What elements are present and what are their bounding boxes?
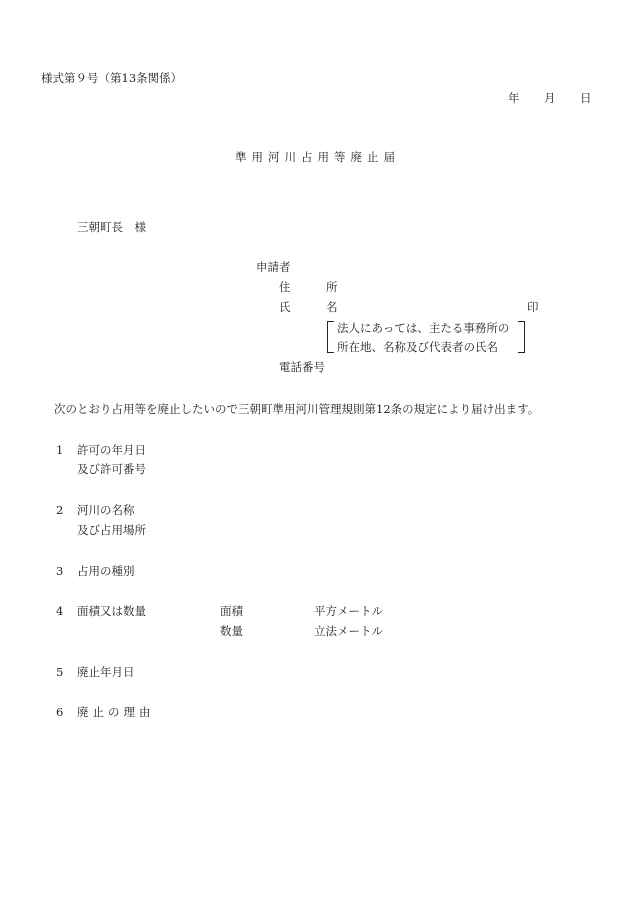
body-text: 次のとおり占用等を廃止したいので三朝町準用河川管理規則第12条の規定により届け出ます。: [54, 402, 540, 416]
item-6-label: 廃止の理由: [77, 705, 155, 719]
note-bracket-left: [327, 321, 334, 353]
item-1-label-line-1: 許可の年月日: [77, 443, 146, 457]
note-bracket-right: [518, 321, 525, 353]
item-1-number: 1: [56, 443, 64, 457]
item-2-label-line-1: 河川の名称: [77, 503, 135, 517]
date-month-label: 月: [544, 91, 556, 105]
volume-unit: 立法メートル: [314, 624, 383, 638]
document-title: 準用河川占用等廃止届: [235, 150, 400, 164]
name-label-2: 名: [326, 300, 338, 314]
corporate-note-line-2: 所在地、名称及び代表者の氏名: [337, 340, 498, 354]
item-1-label-line-2: 及び許可番号: [77, 462, 146, 476]
applicant-label: 申請者: [256, 260, 291, 274]
item-4-number: 4: [56, 604, 64, 618]
volume-label: 数量: [220, 624, 243, 638]
address-label-2: 所: [326, 280, 338, 294]
item-5-label: 廃止年月日: [77, 665, 135, 679]
form-number: 様式第９号（第13条関係）: [41, 71, 183, 85]
seal-mark: 印: [527, 300, 539, 314]
item-2-number: 2: [56, 503, 64, 517]
date-year-label: 年: [508, 91, 520, 105]
item-5-number: 5: [56, 665, 64, 679]
item-3-label: 占用の種別: [77, 564, 135, 578]
item-6-number: 6: [56, 705, 64, 719]
date-day-label: 日: [580, 91, 592, 105]
area-unit: 平方メートル: [314, 604, 383, 618]
area-label: 面積: [220, 604, 243, 618]
corporate-note-line-1: 法人にあっては、主たる事務所の: [337, 321, 510, 335]
addressee: 三朝町長 様: [77, 220, 146, 234]
name-label-1: 氏: [279, 300, 291, 314]
item-2-label-line-2: 及び占用場所: [77, 523, 146, 537]
item-4-label: 面積又は数量: [77, 604, 146, 618]
address-label-1: 住: [279, 280, 291, 294]
phone-label: 電話番号: [279, 360, 325, 374]
item-3-number: 3: [56, 564, 64, 578]
